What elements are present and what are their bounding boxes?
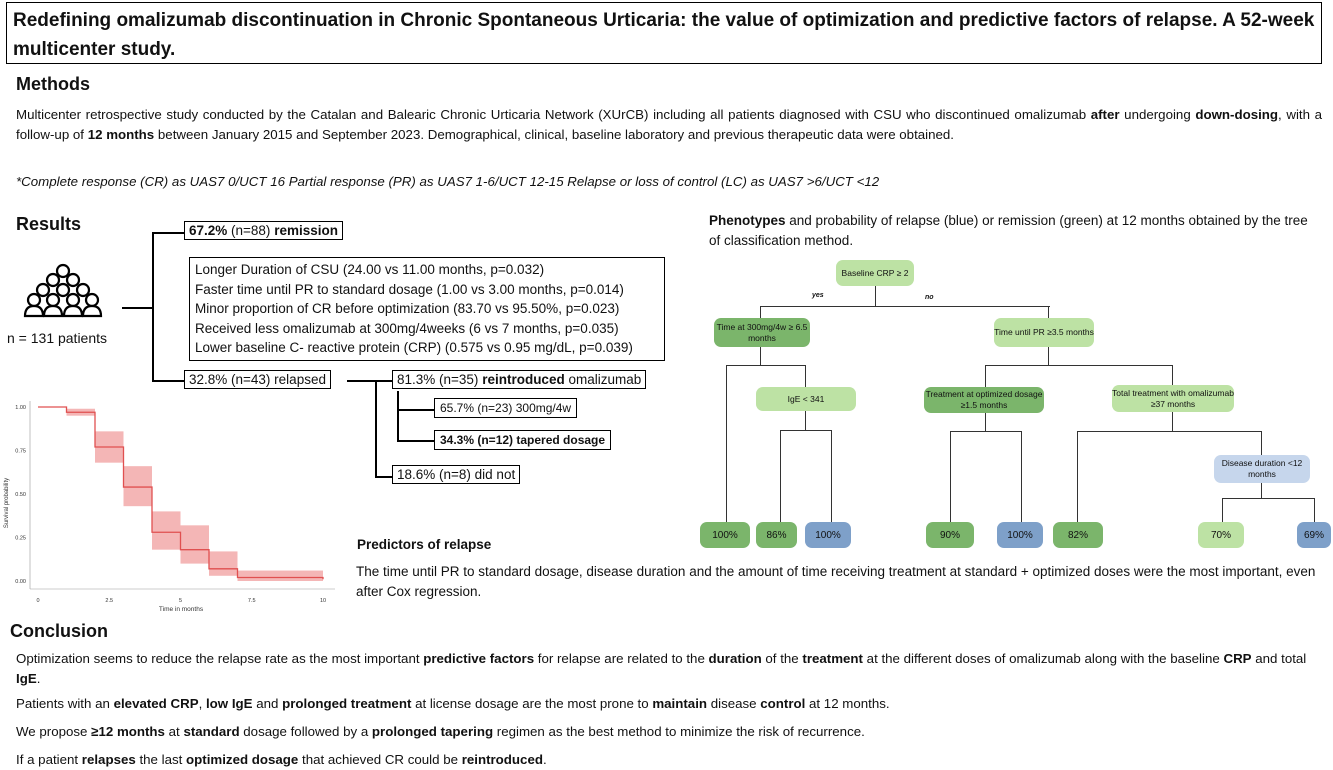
c4-1: relapses — [81, 752, 136, 767]
reintro-c: omalizumab — [564, 372, 642, 387]
relapsed-box: 32.8% (n=43) relapsed — [184, 370, 331, 389]
c1-6: at the different doses of omalizumab along with the baseline — [862, 651, 1224, 666]
c1-9: IgE — [16, 671, 37, 686]
c3-3: standard — [183, 724, 240, 739]
c1-8: and total — [1251, 651, 1307, 666]
y-tick-label: 0.75 — [15, 448, 26, 455]
remission-pct: 67.2% — [189, 223, 228, 238]
factor-item: Received less omalizumab at 300mg/4weeks (6 vs 7 months, p=0.035) — [195, 320, 619, 336]
c2-2: , — [198, 696, 206, 711]
node-total-treatment: Total treatment with omalizumab ≥37 months — [1112, 385, 1234, 412]
c3-4: dosage followed by a — [239, 724, 372, 739]
c4-4: that achieved CR could be — [298, 752, 462, 767]
conclusion-c3 — [16, 722, 865, 742]
poster-title: Redefining omalizumab discontinuation in Chronic Spontaneous Urticaria: the value of optimization and predictive factors of relapse. A 52-week multicenter study. — [6, 2, 1322, 64]
c2-5: prolonged treatment — [282, 696, 412, 711]
node-time-300: Time at 300mg/4w ≥ 6.5 months — [714, 318, 810, 347]
ci-band — [124, 466, 153, 506]
predictors-heading: Predictors of relapse — [357, 537, 492, 552]
tree-no-label: no — [925, 294, 934, 301]
y-tick-label: 0.50 — [15, 492, 26, 498]
factor-item: Longer Duration of CSU (24.00 vs 11.00 months, p=0.032) — [195, 262, 545, 277]
node-disease-duration: Disease duration <12 months — [1214, 455, 1310, 483]
ci-band — [238, 571, 324, 581]
y-tick-label: 0.00 — [15, 579, 26, 585]
methods-text-b: after — [1090, 107, 1120, 122]
x-tick-label: 5 — [178, 598, 183, 604]
leaf-5: 100% — [997, 522, 1043, 548]
c1-7: CRP — [1223, 651, 1252, 666]
dose300-box: 65.7% (n=23) 300mg/4w — [434, 398, 577, 418]
leaf-6: 82% — [1053, 522, 1103, 548]
methods-heading: Methods — [16, 74, 90, 94]
conclusion-c4 — [16, 750, 547, 770]
c2-8: disease — [707, 696, 761, 711]
relapse-factors-box — [189, 257, 665, 361]
factor-item: Lower baseline C- reactive protein (CRP) (0.575 vs 0.95 mg/dL, p=0.039) — [195, 340, 633, 355]
x-tick-label: 2.5 — [105, 598, 114, 604]
conclusion-heading: Conclusion — [10, 621, 108, 641]
patients-group-icon — [22, 262, 104, 318]
survival-chart — [0, 395, 345, 615]
c2-4: and — [252, 696, 283, 711]
remission-word: remission — [274, 223, 338, 238]
c1-4: of the — [761, 651, 803, 666]
c2-1: elevated CRP — [113, 696, 199, 711]
remission-n: (n=88) — [227, 223, 275, 238]
node-time-pr: Time until PR ≥3.5 months — [994, 318, 1094, 347]
c4-3: optimized dosage — [186, 752, 299, 767]
c2-10: at 12 months. — [805, 696, 890, 711]
c4-5: reintroduced — [461, 752, 543, 767]
y-tick-label: 0.25 — [15, 535, 26, 542]
x-tick-label: 0 — [36, 598, 40, 604]
conclusion-c2 — [16, 694, 890, 714]
patients-count: n = 131 patients — [7, 330, 108, 346]
c3-2: at — [164, 724, 184, 739]
c3-6: regimen as the best method to minimize the risk of recurrence. — [493, 724, 865, 739]
phenotypes-title — [709, 211, 1319, 251]
survival-ylabel: Survival probability — [4, 477, 10, 529]
survival-xlabel: Time in months — [158, 606, 204, 613]
c2-6: at license dosage are the most prone to — [411, 696, 653, 711]
methods-text-c: undergoing — [1124, 107, 1196, 122]
results-heading: Results — [16, 214, 82, 234]
didnot-box: 18.6% (n=8) did not — [392, 465, 520, 484]
c1-5: treatment — [802, 651, 863, 666]
ci-band — [181, 525, 210, 563]
c3-5: prolonged tapering — [371, 724, 494, 739]
methods-text-a: Multicenter retrospective study conducted by the Catalan and Balearic Chronic Urticaria Network (XUrCB) including all patients diagnosed with CSU who discontinued omalizumab — [16, 107, 1091, 122]
node-baseline-crp: Baseline CRP ≥ 2 — [836, 260, 914, 286]
reintroduced-box — [392, 370, 646, 389]
c4-6: . — [542, 752, 547, 767]
reintro-a: 81.3% (n=35) — [397, 372, 483, 387]
ci-band — [152, 511, 181, 549]
node-treat-optimized: Treatment at optimized dosage ≥1.5 months — [924, 387, 1044, 413]
c2-3: low IgE — [205, 696, 253, 711]
phenotypes-title-b: Phenotypes — [709, 213, 786, 228]
leaf-7: 70% — [1198, 522, 1244, 548]
x-tick-label: 10 — [319, 598, 327, 604]
reintro-b: reintroduced — [482, 372, 565, 387]
c1-10: . — [36, 671, 41, 686]
methods-text-g: between January 2015 and September 2023. Demographical, clinical, baseline laboratory and previous therapeutic data were obtained. — [154, 127, 955, 142]
methods-text — [16, 105, 1322, 145]
methods-note: *Complete response (CR) as UAS7 0/UCT 16 Partial response (PR) as UAS7 1-6/UCT 12-15 Relapse or loss of control (LC) as UAS7 >6/UCT <12 — [16, 174, 880, 189]
factor-item: Faster time until PR to standard dosage (1.00 vs 3.00 months, p=0.014) — [195, 281, 624, 297]
c1-0: Optimization seems to reduce the relapse rate as the most important — [16, 651, 424, 666]
methods-text-f: 12 months — [87, 127, 155, 142]
leaf-1: 100% — [700, 522, 750, 548]
factor-item: Minor proportion of CR before optimization (83.70 vs 95.50%, p=0.023) — [195, 301, 620, 316]
leaf-3: 100% — [805, 522, 851, 548]
tapered-box: 34.3% (n=12) tapered dosage — [434, 430, 611, 450]
tree-yes-label: yes — [812, 292, 824, 299]
c1-2: for relapse are related to the — [534, 651, 709, 666]
methods-text-d: down-dosing — [1195, 107, 1279, 122]
c1-3: duration — [708, 651, 762, 666]
c3-1: ≥12 months — [91, 724, 165, 739]
c2-7: maintain — [652, 696, 708, 711]
x-tick-label: 7.5 — [247, 598, 256, 604]
c1-1: predictive factors — [423, 651, 535, 666]
leaf-8: 69% — [1297, 522, 1331, 548]
node-ige: IgE < 341 — [756, 387, 856, 411]
leaf-4: 90% — [926, 522, 974, 548]
ci-band — [209, 551, 238, 575]
c2-9: control — [760, 696, 806, 711]
c4-2: the last — [135, 752, 187, 767]
c3-0: We propose — [16, 724, 92, 739]
conclusion-c1 — [16, 649, 1326, 689]
y-tick-label: 1.00 — [15, 405, 26, 411]
remission-box — [184, 221, 343, 240]
phenotypes-title-rest: and probability of relapse (blue) or remission (green) at 12 months obtained by the tree of classification method. — [709, 213, 1308, 248]
c4-0: If a patient — [16, 752, 82, 767]
c2-0: Patients with an — [16, 696, 114, 711]
predictors-text: The time until PR to standard dosage, disease duration and the amount of time receiving treatment at standard + optimized doses were the most important, even after Cox regression. — [356, 564, 1316, 599]
leaf-2: 86% — [756, 522, 797, 548]
methods-text-e: , with a follow-up of — [16, 107, 1322, 142]
